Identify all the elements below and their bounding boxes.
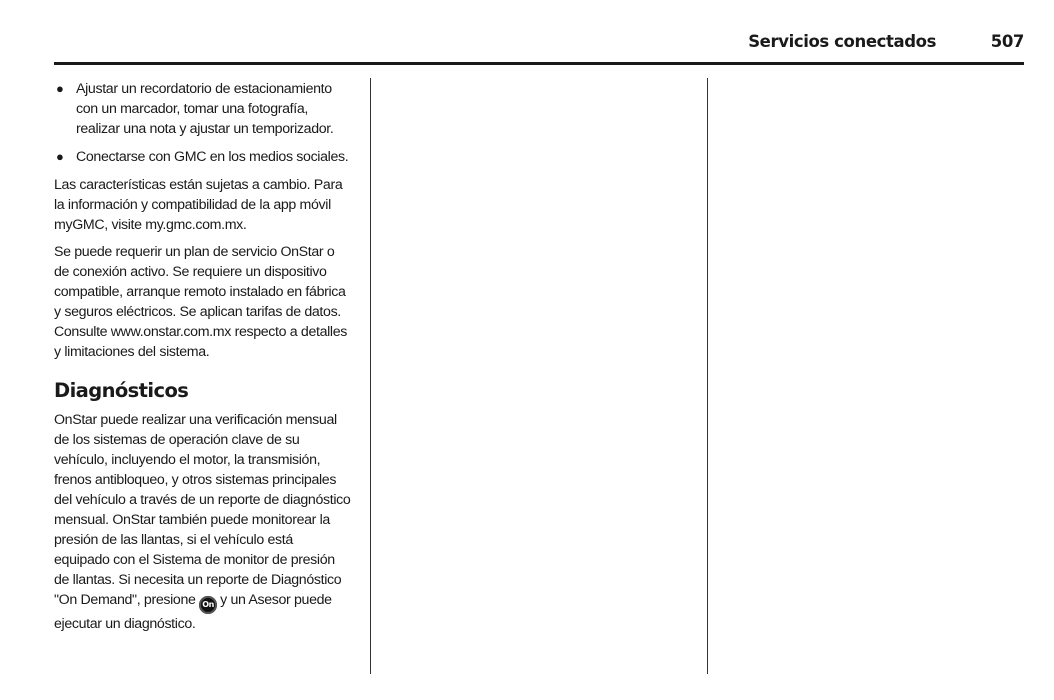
running-header-title: Servicios conectados [748,32,936,51]
diagnostics-paragraph [54,410,352,634]
bullet-icon: ● [56,149,64,164]
bullet-icon: ● [56,81,64,96]
bullet-list [54,79,352,167]
list-item-text: Conectarse con GMC en los medios sociales. [76,149,349,165]
column-divider-1 [370,78,371,674]
list-item-text: Ajustar un recordatorio de estacionamiento con un marcador, tomar una fotografía, realizar una nota y ajustar un temporizador. [76,81,334,137]
header-rule [54,62,1024,65]
onstar-button-icon: On [199,596,217,614]
list-item [54,79,352,139]
column-divider-2 [707,78,708,674]
service-plan-paragraph: Se puede requerir un plan de servicio OnStar o de conexión activo. Se requiere un dispositivo compatible, arranque remoto instalado en fábrica y seguros eléctricos. Se aplican tarifas de datos. Consulte www.onstar.com.mx respecto a detalles y limitaciones del sistema. [54,244,348,360]
section-heading-diagnosticos: Diagnósticos [54,379,189,402]
page-header [54,30,1024,62]
list-item [54,147,352,167]
diagnostics-tail-text: y un Asesor puede ejecutar un diagnóstico. [54,592,332,632]
diagnostics-text: OnStar puede realizar una verificación mensual de los sistemas de operación clave de su vehículo, incluyendo el motor, la transmisión, frenos antibloqueo, y otros sistemas principales del vehículo a través de un reporte de diagnóstico mensual. OnStar también puede monitorear la presión de las llantas, si el vehículo está equipado con el Sistema de monitor de presión de llantas. Si necesita un reporte de Diagnóstico "On Demand", presione [54,412,351,608]
text-column-1 [54,79,352,641]
features-paragraph: Las características están sujetas a cambio. Para la información y compatibilidad de la app móvil myGMC, visite my.gmc.com.mx. [54,177,343,233]
page-number: 507 [990,32,1024,51]
